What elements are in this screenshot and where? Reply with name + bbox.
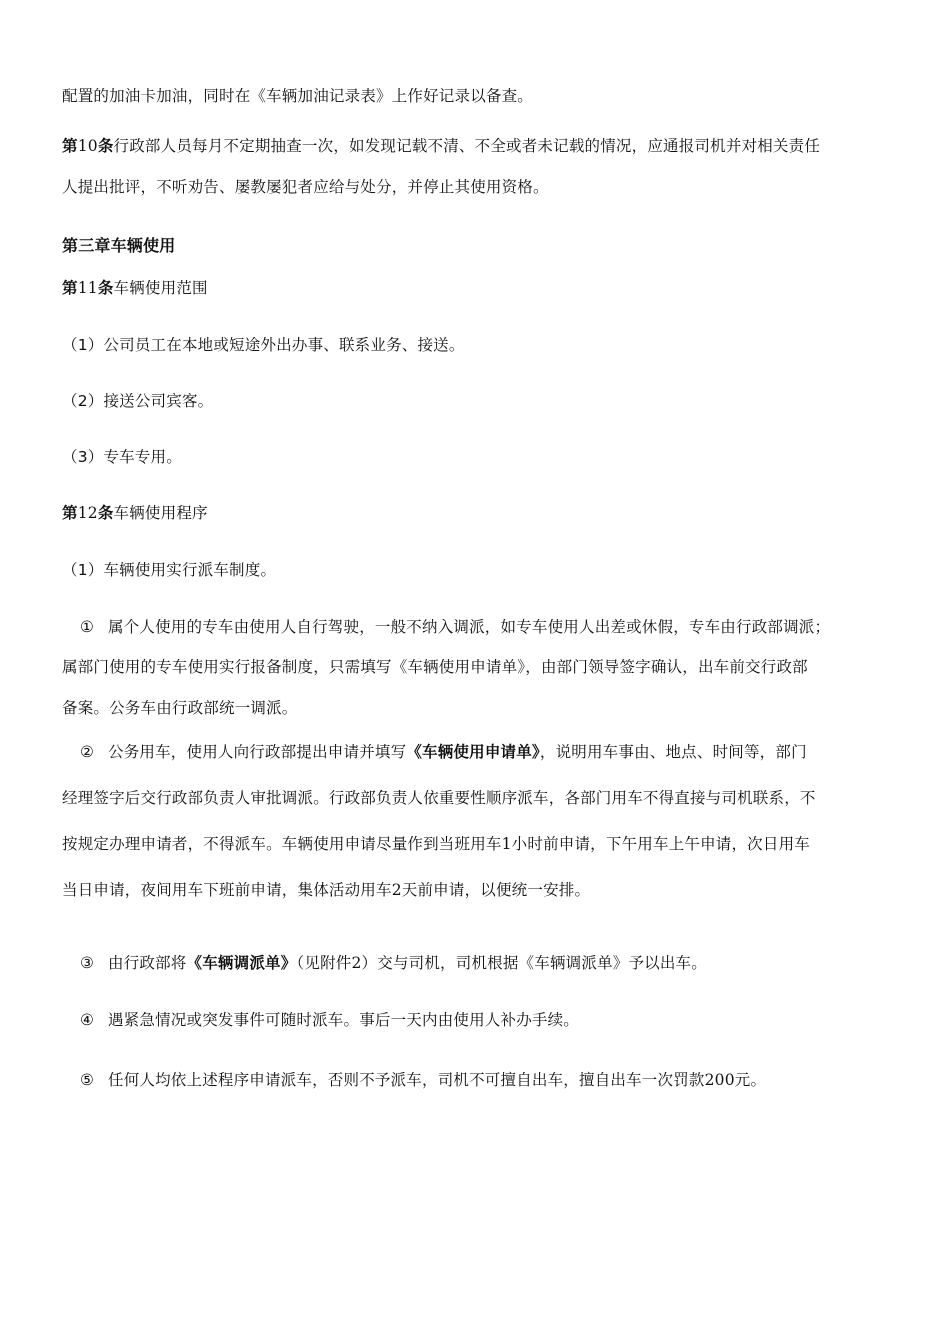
- article-11-title: 车辆使用范围: [113, 279, 208, 297]
- article-12-heading: [62, 503, 208, 523]
- para-3-pre: 由行政部将: [108, 954, 187, 972]
- para-3-mid: （见附件: [296, 954, 352, 972]
- article-10-tiao: 条: [97, 137, 114, 155]
- para-2-pre: 公务用车，使用人向行政部提出申请并填写: [108, 743, 407, 761]
- para-1-line-1: [80, 617, 830, 637]
- article-11-item-2: （2）接送公司宾客。: [62, 392, 214, 410]
- article-11-number: 11: [77, 279, 98, 297]
- para-3-form-name: 《车辆调派单》: [186, 954, 297, 972]
- para-1-text-2: 属部门使用的专车使用实行报备制度，只需填写《车辆使用申请单》，由部门领导签字确认，出车前交行政部: [62, 658, 808, 676]
- para-2-line-4: [62, 880, 590, 900]
- para-5-marker: ⑤: [80, 1071, 95, 1089]
- para-2-number-2: 2: [391, 881, 402, 899]
- article-11-di: 第: [62, 279, 78, 297]
- para-1-text-3: 备案。公务车由行政部统一调派。: [62, 699, 298, 717]
- para-3-marker: ③: [80, 954, 95, 972]
- article-11-tiao: 条: [97, 279, 114, 297]
- para-2-line-1: [80, 742, 807, 762]
- para-3-number: 2: [351, 954, 362, 972]
- article-10-di: 第: [62, 137, 78, 155]
- para-5-pre: 任何人均依上述程序申请派车，否则不予派车，司机不可擅自出车，擅自出车一次罚款: [108, 1071, 705, 1089]
- para-3-line: [80, 953, 707, 973]
- article-12-item-1: （1）车辆使用实行派车制度。: [62, 561, 277, 579]
- para-2-line-3: [62, 834, 810, 854]
- para-1-text-1: 属个人使用的专车由使用人自行驾驶，一般不纳入调派，如专车使用人出差或休假，专车由行政部调派；: [108, 618, 831, 636]
- article-12-title: 车辆使用程序: [113, 504, 208, 522]
- para-2-text-3a: 按规定办理申请者，不得派车。车辆使用申请尽量作到当班用车: [62, 835, 502, 853]
- para-2-text-2: 经理签字后交行政部负责人审批调派。行政部负责人依重要性顺序派车，各部门用车不得直接与司机联系，不: [62, 789, 816, 807]
- para-2-form-name: 《车辆使用申请单》: [406, 743, 540, 761]
- intro-paragraph: 配置的加油卡加油，同时在《车辆加油记录表》上作好记录以备查。: [62, 87, 534, 105]
- article-12-tiao: 条: [97, 504, 114, 522]
- para-2-text-4b: 天前申请，以便统一安排。: [401, 881, 591, 899]
- para-5-line: [80, 1070, 766, 1090]
- article-12-number: 12: [77, 504, 98, 522]
- para-4-text: 遇紧急情况或突发事件可随时派车。事后一天内由使用人补办手续。: [108, 1011, 580, 1029]
- para-4-marker: ④: [80, 1011, 95, 1029]
- para-2-marker: ②: [80, 743, 95, 761]
- article-10-text-1: 行政部人员每月不定期抽查一次，如发现记载不清、不全或者未记载的情况，应通报司机并对相关责任: [113, 137, 821, 155]
- article-11-heading: [62, 278, 208, 298]
- para-2-number-1: 1: [501, 835, 512, 853]
- para-2-text-4a: 当日申请，夜间用车下班前申请，集体活动用车: [62, 881, 392, 899]
- article-10-number: 10: [77, 137, 98, 155]
- article-10-text-2: 人提出批评，不听劝告、屡教屡犯者应给与处分，并停止其使用资格。: [62, 178, 549, 196]
- para-2-text-3b: 小时前申请，下午用车上午申请，次日用车: [511, 835, 810, 853]
- para-3-post: ）交与司机，司机根据《车辆调派单》予以出车。: [361, 954, 707, 972]
- article-12-di: 第: [62, 504, 78, 522]
- para-1-marker: ①: [80, 618, 95, 636]
- chapter-3-heading: 第三章车辆使用: [62, 236, 176, 255]
- article-10-line-1: [62, 136, 820, 156]
- para-2-post: ，说明用车事由、地点、时间等，部门: [539, 743, 807, 761]
- article-11-item-1: （1）公司员工在本地或短途外出办事、联系业务、接送。: [62, 336, 465, 354]
- para-5-number: 200: [704, 1071, 735, 1089]
- para-4-line: [80, 1010, 579, 1030]
- article-11-item-3: （3）专车专用。: [62, 448, 182, 466]
- para-5-post: 元。: [734, 1071, 767, 1089]
